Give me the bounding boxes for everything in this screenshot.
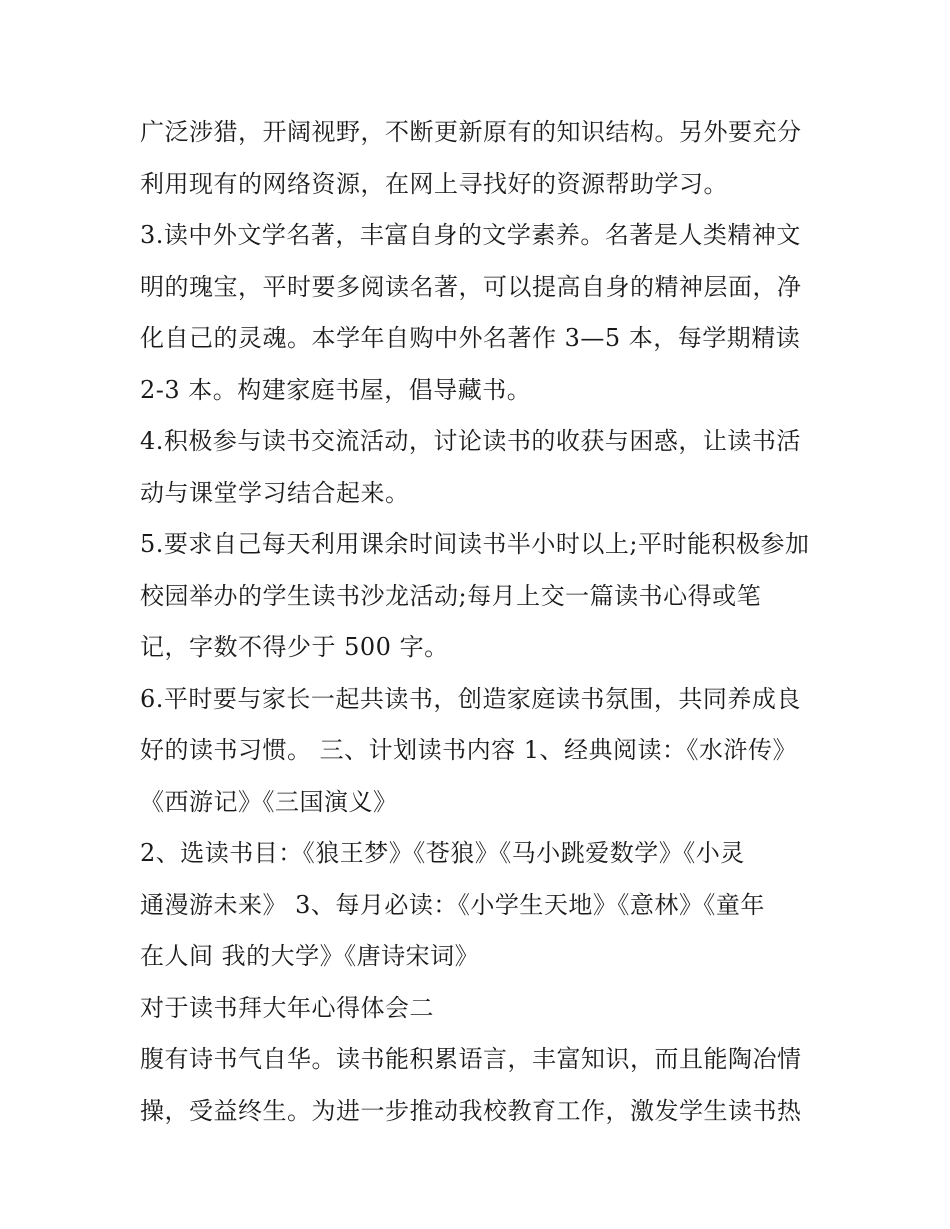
text-line: 记，字数不得少于 500 字。	[140, 633, 449, 661]
text-line: 腹有诗书气自华。读书能积累语言，丰富知识，而且能陶冶情	[140, 1045, 802, 1073]
text-line: 《西游记》《三国演义》	[140, 787, 398, 816]
text-line: 2、选读书目：《狼王梦》《苍狼》《马小跳爱数学》《小灵	[140, 839, 745, 867]
text-line: 通漫游未来》 3、每月必读：《小学生天地》《意林》《童年	[140, 890, 765, 919]
text-line: 在人间 我的大学》《唐诗宋词》	[140, 942, 480, 970]
text-line: 4.积极参与读书交流活动，讨论读书的收获与困惑，让读书活	[140, 427, 801, 455]
section-heading: 对于读书拜大年心得体会二	[140, 993, 434, 1022]
text-line: 操，受益终生。为进一步推动我校教育工作，激发学生读书热	[140, 1096, 802, 1125]
text-line: 校园举办的学生读书沙龙活动;每月上交一篇读书心得或笔	[140, 581, 762, 610]
text-line: 5.要求自己每天利用课余时间读书半小时以上;平时能积极参加	[140, 530, 810, 558]
text-line: 6.平时要与家长一起共读书，创造家庭读书氛围，共同养成良	[140, 684, 801, 713]
text-line: 利用现有的网络资源，在网上寻找好的资源帮助学习。	[140, 169, 728, 198]
text-line: 2-3 本。构建家庭书屋，倡导藏书。	[140, 375, 532, 404]
text-line: 3.读中外文学名著，丰富自身的文学素养。名著是人类精神文	[140, 221, 801, 249]
text-line: 广泛涉猎，开阔视野，不断更新原有的知识结构。另外要充分	[140, 118, 802, 146]
text-line: 明的瑰宝，平时要多阅读名著，可以提高自身的精神层面，净	[140, 272, 802, 301]
body-text	[140, 110, 820, 1140]
text-line: 化自己的灵魂。本学年自购中外名著作 3—5 本，每学期精读	[140, 324, 801, 352]
text-line: 好的读书习惯。 三、计划读书内容 1、经典阅读：《水浒传》	[140, 736, 798, 764]
text-line: 动与课堂学习结合起来。	[140, 478, 410, 507]
